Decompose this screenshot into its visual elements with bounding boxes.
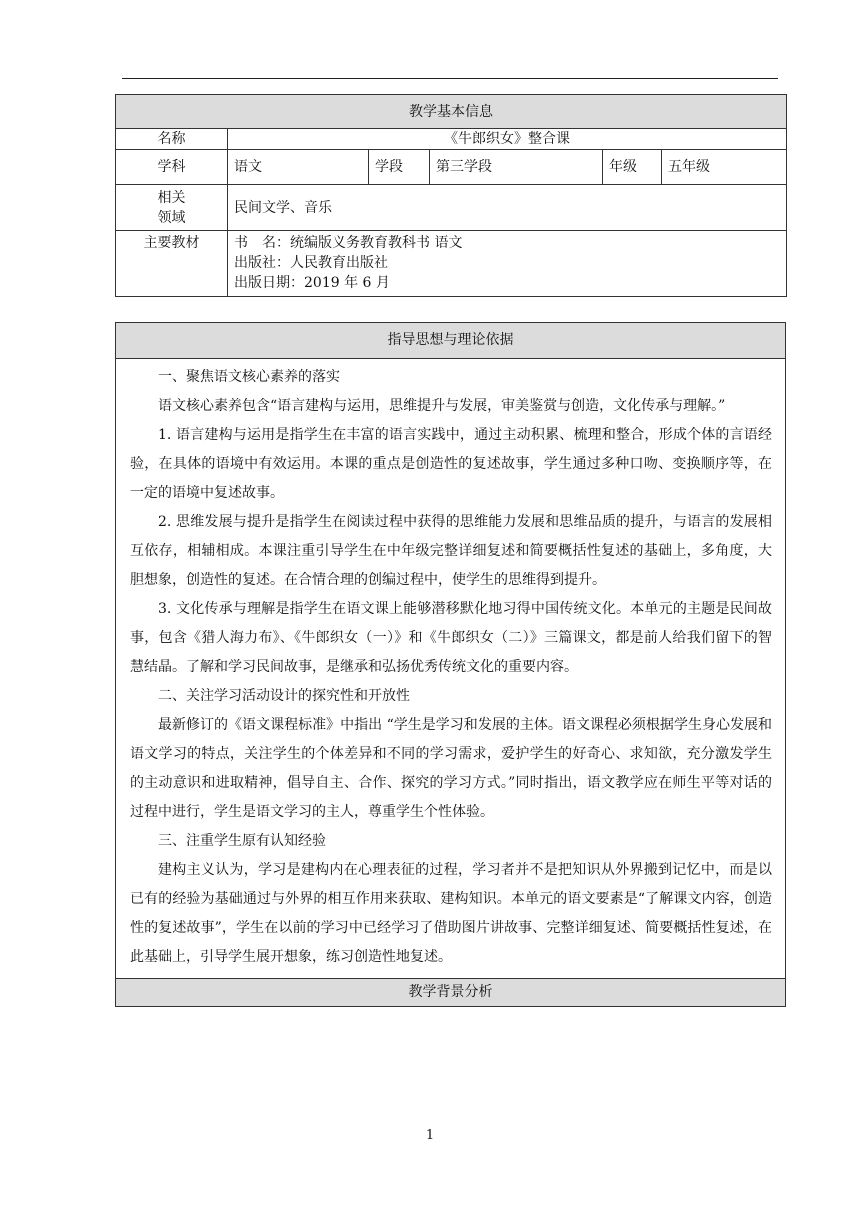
page-number: 1 [425, 1128, 435, 1143]
guiding-theory-section [115, 322, 786, 1007]
basic-info-table [115, 94, 787, 297]
subject-value: 语文 [228, 150, 369, 185]
paragraph: 1. 语言建构与运用是指学生在丰富的语言实践中，通过主动积累、梳理和整合，形成个体的言语经验，在具体的语境中有效运用。本课的重点是创造性的复述故事，学生通过多种口吻、变换顺序等，在一定的语境中复述故事。 [130, 427, 772, 501]
paragraph: 2. 思维发展与提升是指学生在阅读过程中获得的思维能力发展和思维品质的提升，与语言的发展相互依存，相辅相成。本课注重引导学生在中年级完整详细复述和简要概括性复述的基础上，多角度，大胆想象，创造性的复述。在合情合理的创编过程中，使学生的思维得到提升。 [130, 514, 772, 588]
material-line: 书 名：统编版义务教育教科书 语文 [234, 235, 463, 251]
material-line: 出版社：人民教育出版社 [234, 255, 388, 271]
paragraph: 建构主义认为，学习是建构内在心理表征的过程，学习者并不是把知识从外界搬到记忆中，而是以已有的经验为基础通过与外界的相互作用来获取、建构知识。本单元的语文要素是“了解课文内容，创造性的复述故事”，学生在以前的学习中已经学习了借助图片讲故事、完整详细复述、简要概括性复述，在此基础上，引导学生展开想象，练习创造性地复述。 [130, 862, 772, 965]
header-rule [122, 78, 778, 79]
stage-label: 学段 [369, 150, 430, 185]
section-heading: 一、聚焦语文核心素养的落实 [158, 369, 340, 385]
subject-label: 学科 [116, 150, 228, 185]
guiding-theory-body [116, 359, 785, 978]
background-analysis-header: 教学背景分析 [116, 978, 785, 1006]
paragraph: 最新修订的《语文课程标准》中指出 “学生是学习和发展的主体。语文课程必须根据学生身心发展和语文学习的特点，关注学生的个体差异和不同的学习需求，爱护学生的好奇心、求知欲，充分激发学生的主动意识和进取精神，倡导自主、合作、探究的学习方式。”同时指出，语文教学应在师生平等对话的过程中进行，学生是语文学习的主人，尊重学生个性体验。 [130, 717, 772, 820]
grade-value: 五年级 [662, 150, 787, 185]
grade-label: 年级 [603, 150, 662, 185]
material-line: 出版日期：2019 年 6 月 [234, 275, 390, 291]
field-value: 民间文学、音乐 [228, 185, 787, 231]
stage-value: 第三学段 [430, 150, 603, 185]
name-label: 名称 [116, 129, 228, 150]
section-heading: 三、注重学生原有认知经验 [158, 833, 326, 849]
basic-info-header: 教学基本信息 [116, 95, 787, 129]
field-label [116, 185, 228, 231]
field-label-line-1: 相关 [157, 189, 186, 206]
section-heading: 二、关注学习活动设计的探究性和开放性 [158, 688, 410, 704]
guiding-theory-header: 指导思想与理论依据 [116, 323, 785, 359]
material-value [228, 231, 787, 297]
paragraph: 语文核心素养包含“语言建构与运用，思维提升与发展，审美鉴赏与创造，文化传承与理解。” [158, 398, 726, 414]
name-value: 《牛郎织女》整合课 [228, 129, 787, 150]
material-label: 主要教材 [116, 231, 228, 297]
paragraph: 3. 文化传承与理解是指学生在语文课上能够潜移默化地习得中国传统文化。本单元的主题是民间故事，包含《猎人海力布》、《牛郎织女（一）》和《牛郎织女（二）》三篇课文，都是前人给我们留下的智慧结晶。了解和学习民间故事，是继承和弘扬优秀传统文化的重要内容。 [130, 601, 772, 675]
field-label-line-2: 领域 [157, 209, 186, 226]
